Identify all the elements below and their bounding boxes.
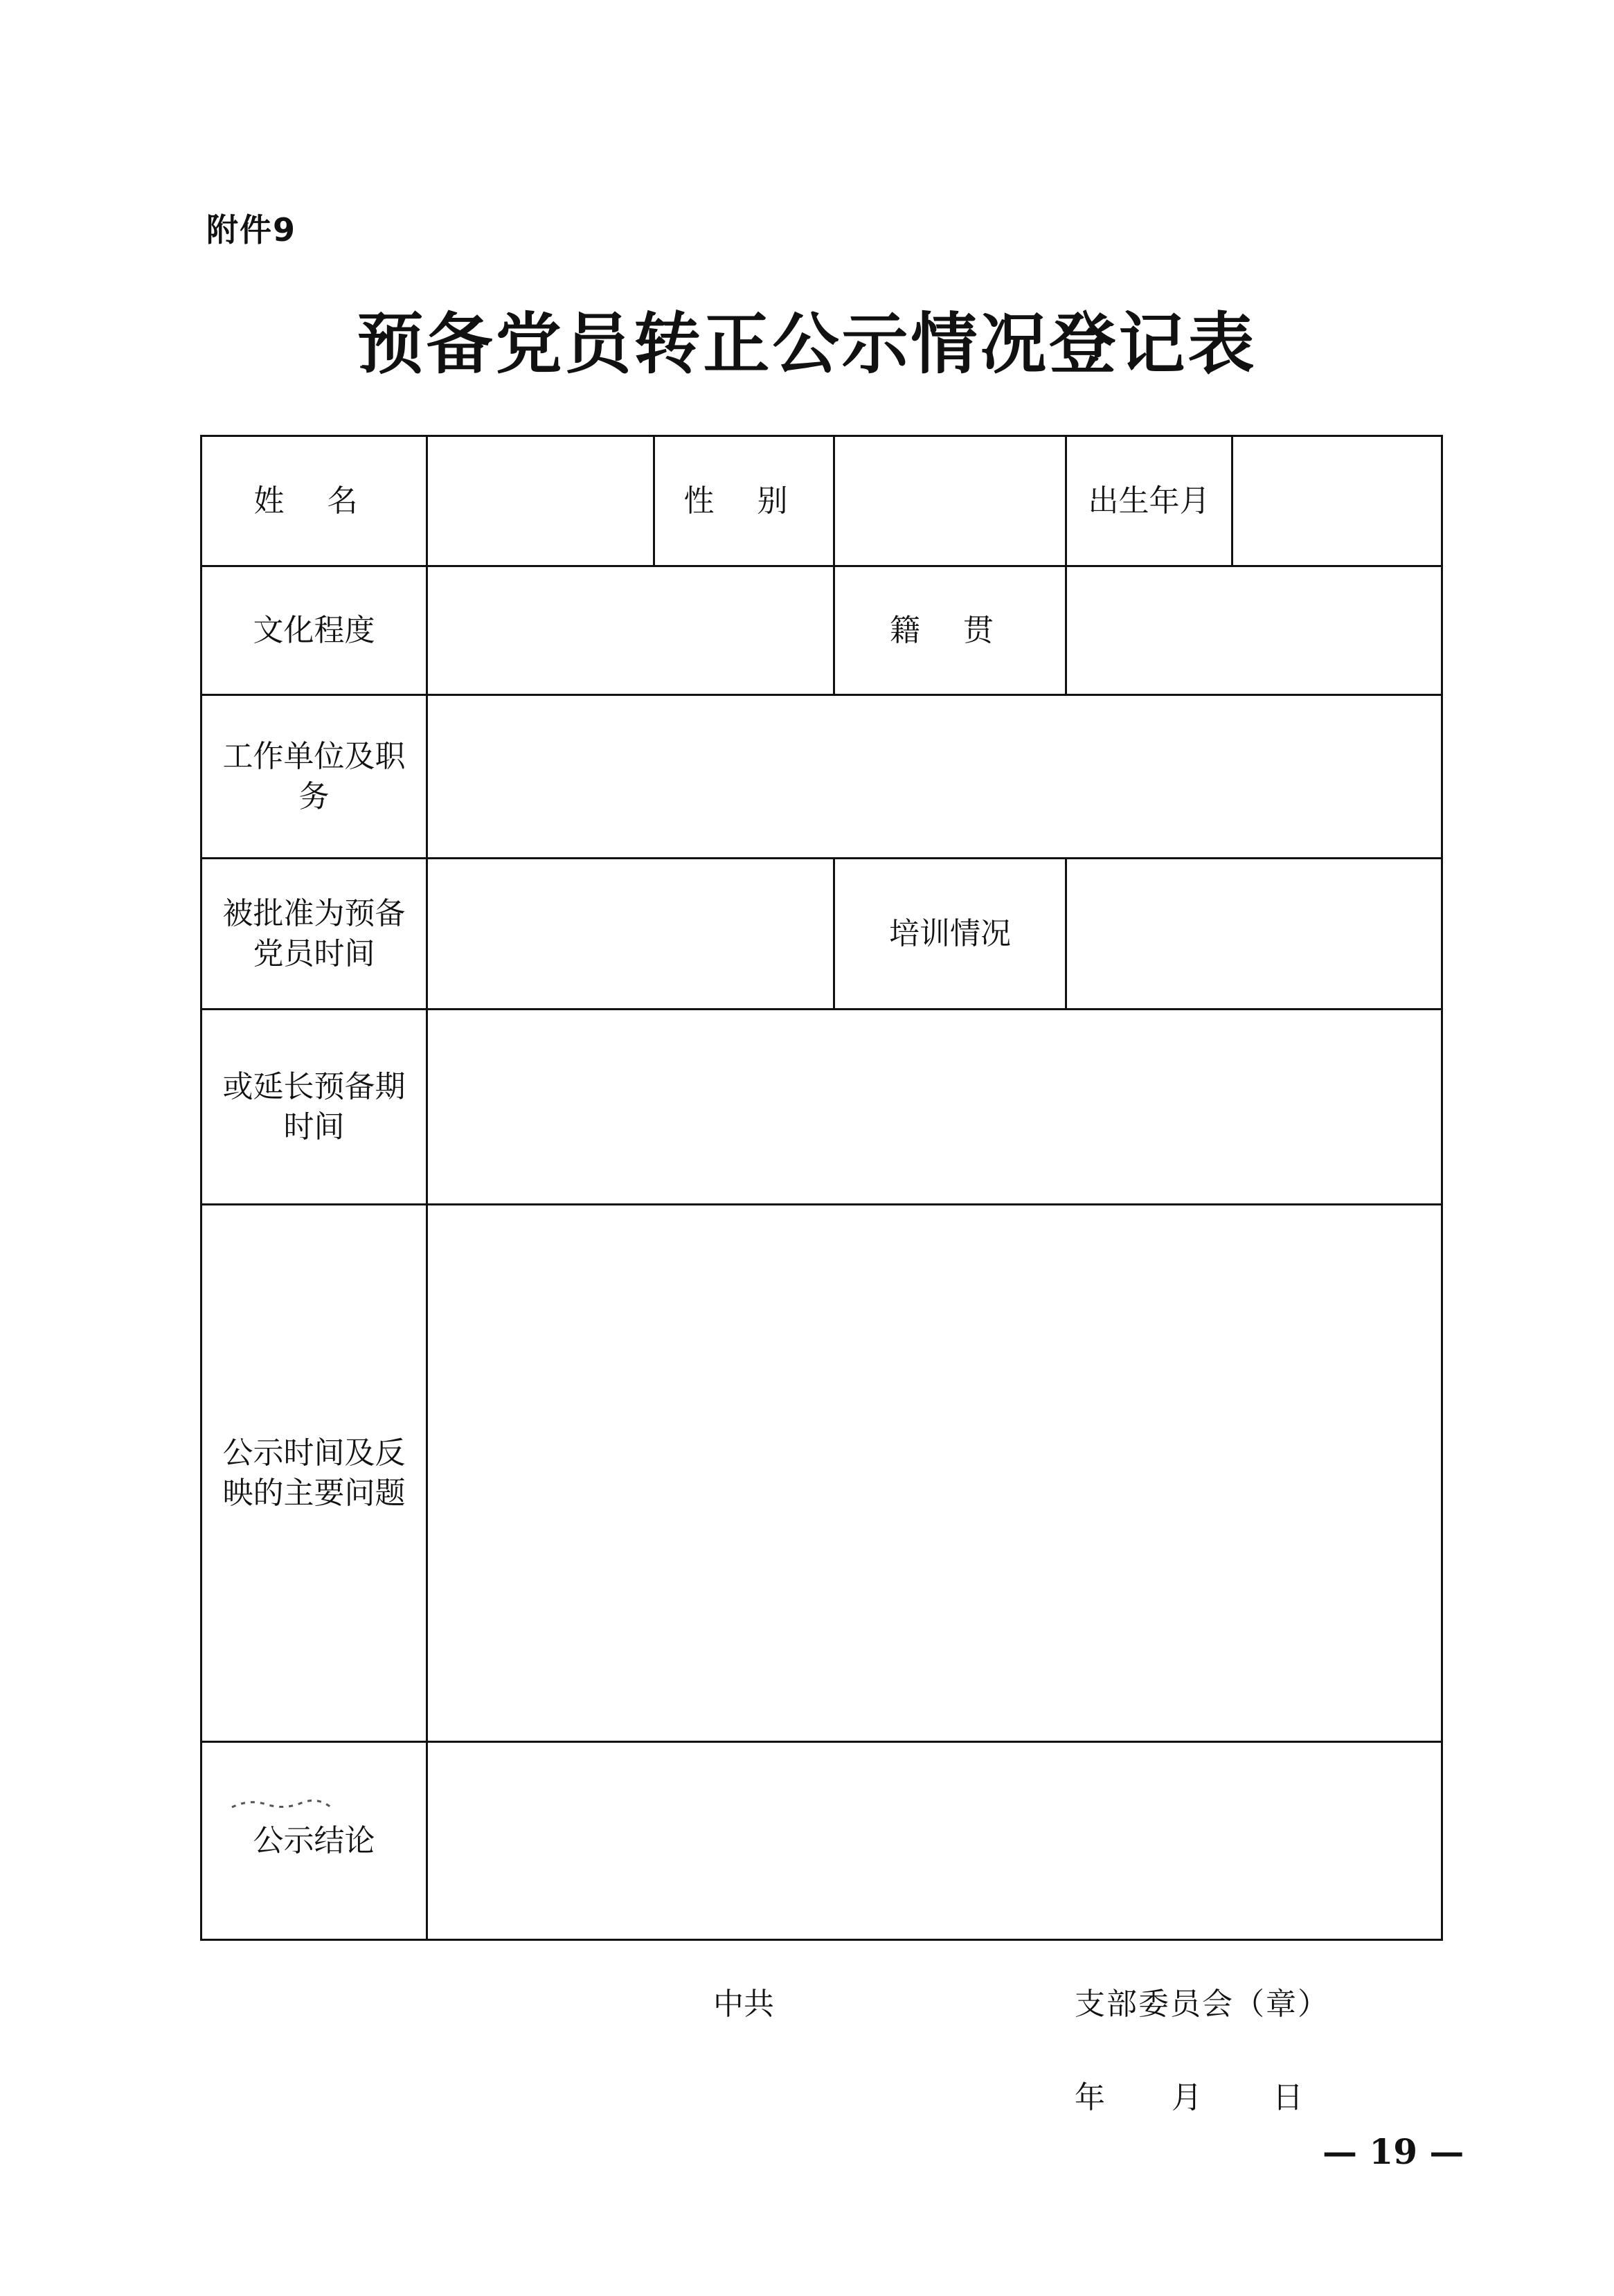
form-row-extension — [201, 1010, 1442, 1205]
form-row-conclusion — [201, 1742, 1442, 1940]
origin-label-cell — [834, 566, 1066, 695]
work-unit-value-cell[interactable] — [427, 695, 1442, 859]
training-label-cell — [834, 859, 1066, 1010]
publicity-value-cell[interactable] — [427, 1205, 1442, 1742]
party-prefix: 中共 — [713, 1986, 774, 2022]
form-row-work-unit — [201, 695, 1442, 859]
date-month-label: 月 — [1172, 2080, 1202, 2115]
attachment-label: 附件9 — [206, 211, 297, 249]
registration-form — [200, 435, 1443, 1941]
training-label: 培训情况 — [889, 915, 1011, 951]
birth-value-cell[interactable] — [1232, 436, 1442, 566]
form-row-education — [201, 566, 1442, 695]
stamp-residue-mark — [228, 1795, 339, 1815]
extension-label-cell — [201, 1010, 427, 1205]
gender-label: 性 别 — [683, 483, 805, 519]
extension-value-cell[interactable] — [427, 1010, 1442, 1205]
date-day-label: 日 — [1273, 2080, 1303, 2115]
name-label: 姓 名 — [253, 483, 375, 519]
branch-committee-seal-label: 支部委员会（章） — [1075, 1986, 1329, 2022]
training-value-cell[interactable] — [1066, 859, 1442, 1010]
gender-label-cell — [654, 436, 834, 566]
work-unit-label: 工作单位及职务 — [222, 738, 406, 814]
conclusion-label-cell — [201, 1742, 427, 1940]
work-unit-label-cell — [201, 695, 427, 859]
education-label-cell — [201, 566, 427, 695]
education-label: 文化程度 — [253, 612, 375, 648]
probation-date-label: 被批准为预备党员时间 — [222, 895, 406, 971]
extension-label: 或延长预备期时间 — [222, 1068, 406, 1145]
name-value-cell[interactable] — [427, 436, 654, 566]
birth-label-cell — [1066, 436, 1232, 566]
origin-label: 籍 贯 — [890, 612, 1010, 648]
document-title: 预备党员转正公示情况登记表 — [357, 305, 1257, 383]
date-year-label: 年 — [1075, 2080, 1105, 2115]
page-number: — 19 — — [1322, 2131, 1464, 2172]
gender-value-cell[interactable] — [834, 436, 1066, 566]
publicity-label-cell — [201, 1205, 427, 1742]
conclusion-value-cell[interactable] — [427, 1742, 1442, 1940]
origin-value-cell[interactable] — [1066, 566, 1442, 695]
publicity-label: 公示时间及反映的主要问题 — [222, 1435, 406, 1511]
form-row-probation — [201, 859, 1442, 1010]
probation-date-label-cell — [201, 859, 427, 1010]
probation-date-value-cell[interactable] — [427, 859, 834, 1010]
conclusion-label: 公示结论 — [253, 1822, 375, 1858]
education-value-cell[interactable] — [427, 566, 834, 695]
name-label-cell — [201, 436, 427, 566]
birth-label: 出生年月 — [1088, 483, 1210, 519]
form-row-publicity — [201, 1205, 1442, 1742]
form-row-basic — [201, 436, 1442, 566]
